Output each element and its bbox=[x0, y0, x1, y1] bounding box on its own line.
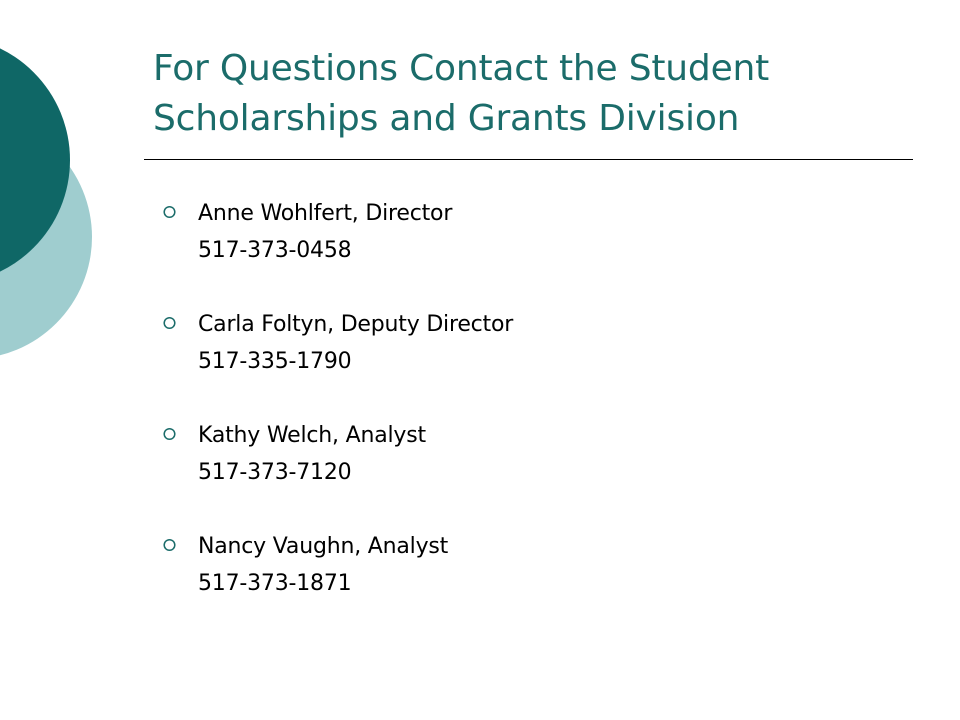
slide-title-line-2: Scholarships and Grants Division bbox=[153, 98, 740, 139]
contact-name: Anne Wohlfert, Director bbox=[198, 201, 453, 226]
contact-name: Carla Foltyn, Deputy Director bbox=[198, 312, 514, 337]
contact-item-kathy-welch bbox=[160, 417, 860, 528]
contact-phone: 517-373-0458 bbox=[198, 238, 352, 263]
hollow-circle-bullet-icon bbox=[162, 310, 177, 336]
slide-title-line-1: For Questions Contact the Student bbox=[153, 48, 770, 89]
hollow-circle-bullet-icon bbox=[162, 532, 177, 558]
contact-item-nancy-vaughn bbox=[160, 528, 860, 639]
slide-title bbox=[153, 44, 933, 144]
contact-list bbox=[160, 195, 860, 639]
teal-circles-decoration bbox=[0, 0, 120, 420]
contact-item-carla-foltyn bbox=[160, 306, 860, 417]
contact-name: Kathy Welch, Analyst bbox=[198, 423, 426, 448]
hollow-circle-bullet-icon bbox=[162, 421, 177, 447]
contact-phone: 517-335-1790 bbox=[198, 349, 352, 374]
contact-phone: 517-373-1871 bbox=[198, 571, 352, 596]
contact-name: Nancy Vaughn, Analyst bbox=[198, 534, 449, 559]
contact-item-anne-wohlfert bbox=[160, 195, 860, 306]
title-divider bbox=[144, 159, 913, 160]
contact-phone: 517-373-7120 bbox=[198, 460, 352, 485]
hollow-circle-bullet-icon bbox=[162, 199, 177, 225]
